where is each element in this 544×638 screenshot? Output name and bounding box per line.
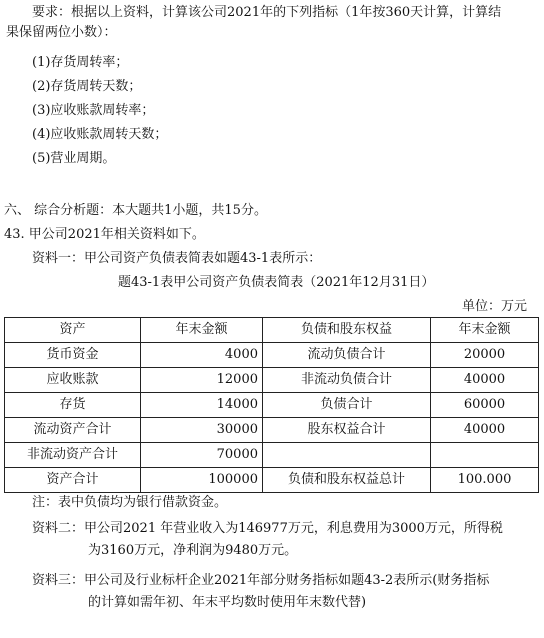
table-header-row	[5, 318, 539, 343]
table-row	[5, 418, 539, 443]
liability-name: 负债和股东权益总计	[263, 468, 431, 493]
liability-name: 负债合计	[263, 393, 431, 418]
header-cell: 年末金额	[141, 318, 263, 343]
table-row	[5, 393, 539, 418]
question-43: 43. 甲公司2021年相关资料如下。	[4, 227, 205, 242]
table-row	[5, 368, 539, 393]
requirement-item-1: (1)存货周转率；	[32, 55, 129, 70]
table-unit: 单位：万元	[462, 299, 528, 314]
asset-amount: 14000	[141, 393, 263, 418]
asset-name: 流动资产合计	[5, 418, 141, 443]
asset-amount: 4000	[141, 343, 263, 368]
liability-amount: 100.000	[431, 468, 539, 493]
asset-name: 应收账款	[5, 368, 141, 393]
asset-name: 资产合计	[5, 468, 141, 493]
balance-sheet-table	[4, 317, 539, 493]
liability-amount: 60000	[431, 393, 539, 418]
liability-name: 流动负债合计	[263, 343, 431, 368]
asset-amount: 100000	[141, 468, 263, 493]
asset-name: 存货	[5, 393, 141, 418]
material-3-line-1: 资料三：甲公司及行业标杆企业2021年部分财务指标如题43-2表所示(财务指标	[32, 573, 490, 588]
requirement-item-5: (5)营业周期。	[32, 151, 116, 166]
requirement-line-1: 要求：根据以上资料，计算该公司2021年的下列指标（1年按360天计算，计算结	[32, 5, 502, 20]
asset-name: 非流动资产合计	[5, 443, 141, 468]
liability-amount: 40000	[431, 368, 539, 393]
requirement-item-4: (4)应收账款周转天数；	[32, 127, 168, 142]
asset-amount: 30000	[141, 418, 263, 443]
requirement-line-2: 果保留两位小数）：	[6, 25, 117, 40]
asset-name: 货币资金	[5, 343, 141, 368]
table-note: 注：表中负债均为银行借款资金。	[32, 495, 228, 510]
section-heading: 六、 综合分析题：本大题共1小题，共15分。	[4, 203, 267, 218]
liability-name: 股东权益合计	[263, 418, 431, 443]
material-2-line-2: 为3160万元，净利润为9480万元。	[88, 543, 298, 558]
header-cell: 资产	[5, 318, 141, 343]
table-row	[5, 443, 539, 468]
requirement-item-3: (3)应收账款周转率；	[32, 103, 155, 118]
table-row	[5, 343, 539, 368]
material-2-line-1: 资料二：甲公司2021 年营业收入为146977万元，利息费用为3000万元，所得税	[32, 521, 503, 536]
liability-name: 非流动负债合计	[263, 368, 431, 393]
liability-name	[263, 443, 431, 468]
liability-amount	[431, 443, 539, 468]
table-title: 题43-1表甲公司资产负债表简表（2021年12月31日）	[118, 275, 435, 290]
material-3-line-2: 的计算如需年初、年末平均数时使用年末数代替)	[88, 595, 367, 610]
header-cell: 负债和股东权益	[263, 318, 431, 343]
requirement-item-2: (2)存货周转天数；	[32, 79, 142, 94]
table-row	[5, 468, 539, 493]
liability-amount: 40000	[431, 418, 539, 443]
liability-amount: 20000	[431, 343, 539, 368]
asset-amount: 70000	[141, 443, 263, 468]
header-cell: 年末金额	[431, 318, 539, 343]
asset-amount: 12000	[141, 368, 263, 393]
material-1: 资料一：甲公司资产负债表简表如题43-1表所示：	[32, 251, 322, 266]
